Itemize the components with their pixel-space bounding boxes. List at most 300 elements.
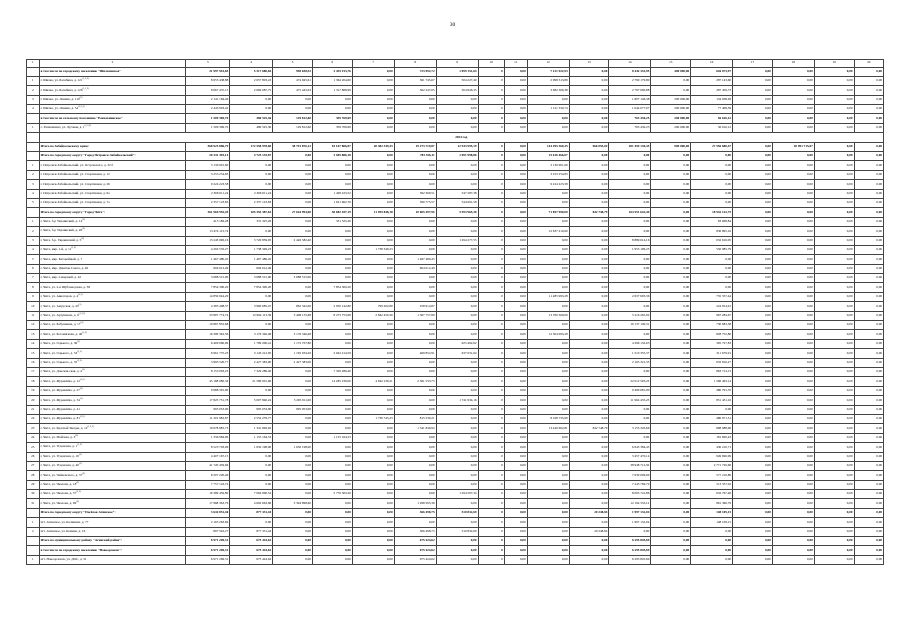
amount-cell xyxy=(527,527,569,536)
amount-cell xyxy=(814,208,854,217)
cell-text: 0,00 xyxy=(876,406,882,411)
cell-text: г. Чита, ул. Чкалова, д. 69 xyxy=(40,500,77,505)
amount-cell xyxy=(504,189,527,198)
cell-text: 513 357,02 xyxy=(716,482,732,487)
cell-text: 0,00 xyxy=(470,369,477,374)
cell-text: 0 xyxy=(501,115,503,120)
cell-text: 0,00 xyxy=(470,125,477,130)
cell-text: 0,00 xyxy=(428,406,435,411)
amount-cell xyxy=(527,555,569,564)
cell-text: 0,00 xyxy=(601,68,608,73)
cell-text: 0,00 xyxy=(725,406,732,411)
amount-cell xyxy=(352,86,394,95)
amount-cell xyxy=(186,330,230,339)
footnote-mark: (2) xyxy=(79,96,83,100)
amount-cell xyxy=(733,424,773,433)
amount-cell xyxy=(436,321,478,330)
cell-text: 0,00 xyxy=(806,313,813,318)
cell-text: 18 xyxy=(31,378,35,383)
cell-text: 0,00 xyxy=(561,397,568,402)
amount-cell xyxy=(691,339,733,348)
table-row xyxy=(27,264,884,273)
cell-text: 0,00 xyxy=(876,313,882,318)
amount-cell xyxy=(273,443,313,452)
cell-text: г. Чита, ул. Журавлёва, д. 12 xyxy=(40,378,80,383)
cell-text: 0,00 xyxy=(519,256,526,261)
amount-cell xyxy=(436,377,478,386)
amount-cell xyxy=(733,255,773,264)
amount-cell xyxy=(230,452,273,461)
cell-text: 0,00 xyxy=(876,275,882,280)
amount-cell xyxy=(352,414,394,423)
amount-cell xyxy=(230,170,273,179)
amount-cell xyxy=(569,198,609,207)
amount-cell xyxy=(814,236,854,245)
amount-cell xyxy=(609,86,651,95)
cell-text: 0,00 xyxy=(806,190,813,195)
amount-cell xyxy=(527,217,569,226)
amount-cell xyxy=(273,217,313,226)
cell-text: 0,00 xyxy=(561,115,568,120)
cell-text: 0,00 xyxy=(876,510,882,515)
cell-text: 0,00 xyxy=(806,435,813,440)
amount-cell xyxy=(527,95,569,104)
amount-cell xyxy=(772,217,814,226)
amount-cell xyxy=(504,527,527,536)
cell-text: 0,00 xyxy=(519,369,526,374)
cell-text: 0,00 xyxy=(806,547,813,552)
amount-cell xyxy=(273,555,313,564)
address-cell xyxy=(39,264,186,273)
subtotal-row xyxy=(27,67,884,76)
amount-cell xyxy=(691,245,733,254)
cell-text: 0,00 xyxy=(683,275,690,280)
amount-cell xyxy=(772,311,814,320)
cell-text: 0,00 xyxy=(561,341,568,346)
cell-text: 0,00 xyxy=(470,444,477,449)
cell-text: 0,00 xyxy=(806,388,813,393)
cell-text: 0,00 xyxy=(305,172,311,177)
cell-text: 4 292 535,27 xyxy=(210,247,229,252)
cell-text: 0,00 xyxy=(806,557,813,562)
address-cell xyxy=(39,245,186,254)
amount-cell xyxy=(569,245,609,254)
cell-text: 990 638,52 xyxy=(296,68,311,73)
row-number xyxy=(27,217,40,226)
cell-text: 2 637 693,36 xyxy=(632,294,650,299)
amount-cell xyxy=(772,377,814,386)
amount-cell xyxy=(352,67,394,76)
cell-text: 0,00 xyxy=(725,172,732,177)
row-number xyxy=(27,227,40,236)
amount-cell xyxy=(352,311,394,320)
amount-cell xyxy=(186,86,230,95)
cell-text: 949 696,99 xyxy=(716,453,732,458)
cell-text: 8 207 220,46 xyxy=(210,472,229,477)
amount-cell xyxy=(691,236,733,245)
cell-text: 0,00 xyxy=(876,256,882,261)
amount-cell xyxy=(772,546,814,555)
amount-cell xyxy=(504,170,527,179)
amount-cell xyxy=(814,227,854,236)
cell-text: 7 329 286,40 xyxy=(253,369,272,374)
cell-text: 0,00 xyxy=(386,106,393,111)
amount-cell xyxy=(394,518,436,527)
cell-text: 0,00 xyxy=(428,97,435,102)
amount-cell xyxy=(651,396,691,405)
cell-text: 0,00 xyxy=(601,115,608,120)
amount-cell xyxy=(394,274,436,283)
amount-cell xyxy=(352,217,394,226)
cell-text: 0,00 xyxy=(561,472,568,477)
amount-cell xyxy=(854,424,883,433)
cell-text: 1 099 151,64 xyxy=(459,68,477,73)
amount-cell xyxy=(230,245,273,254)
amount-cell xyxy=(394,236,436,245)
cell-text: 6 295 845,69 xyxy=(632,538,650,543)
cell-text: 0,00 xyxy=(846,209,853,214)
cell-text: 0,00 xyxy=(305,322,311,327)
amount-cell xyxy=(478,236,504,245)
cell-text: 0,00 xyxy=(470,256,477,261)
amount-cell xyxy=(569,236,609,245)
cell-text: 0,00 xyxy=(683,266,690,271)
amount-cell xyxy=(352,424,394,433)
cell-text: 0,00 xyxy=(470,519,477,524)
amount-cell xyxy=(273,114,313,123)
table-row xyxy=(27,227,884,236)
amount-cell xyxy=(854,405,883,414)
cell-text: 0,00 xyxy=(846,416,853,421)
cell-text: 0 xyxy=(501,538,503,543)
amount-cell xyxy=(733,76,773,85)
amount-cell xyxy=(478,358,504,367)
cell-text: 0,00 xyxy=(519,266,526,271)
cell-text: 0,00 xyxy=(765,416,771,421)
amount-cell xyxy=(352,255,394,264)
cell-text: 0,00 xyxy=(876,444,882,449)
amount-cell xyxy=(609,537,651,546)
amount-cell xyxy=(504,433,527,442)
amount-cell xyxy=(394,433,436,442)
amount-cell xyxy=(651,208,691,217)
cell-text: 863 714,13 xyxy=(716,369,732,374)
cell-text: 0,00 xyxy=(561,125,568,130)
cell-text: 0,00 xyxy=(601,388,608,393)
row-number xyxy=(27,114,40,123)
cell-text: 1 341 849,92 xyxy=(417,425,435,430)
cell-text: 0,00 xyxy=(806,397,813,402)
cell-text: 8 168 735,60 xyxy=(550,416,568,421)
cell-text: 11 201 982,87 xyxy=(209,416,229,421)
cell-text: 0,00 xyxy=(519,378,526,383)
amount-cell xyxy=(230,339,273,348)
cell-text: 0,00 xyxy=(683,303,690,308)
row-number xyxy=(27,349,40,358)
cell-text: 1 738 349,23 xyxy=(253,247,272,252)
amount-cell xyxy=(569,292,609,301)
cell-text: 0,00 xyxy=(643,219,650,224)
cell-text: 0,00 xyxy=(643,153,650,158)
cell-text: 14 859 044,20 xyxy=(209,294,229,299)
amount-cell xyxy=(772,490,814,499)
column-number: 19 xyxy=(814,60,854,68)
amount-cell xyxy=(504,142,527,151)
column-number: 2 xyxy=(39,60,186,68)
cell-text: 0,00 xyxy=(305,181,311,186)
amount-cell xyxy=(504,217,527,226)
amount-cell xyxy=(691,490,733,499)
amount-cell xyxy=(312,123,352,132)
cell-text: 0,00 xyxy=(683,397,690,402)
cell-text: 0,00 xyxy=(806,125,813,130)
address-cell xyxy=(39,424,186,433)
amount-cell xyxy=(651,311,691,320)
amount-cell xyxy=(569,161,609,170)
amount-cell xyxy=(691,527,733,536)
cell-text: 0,00 xyxy=(876,369,882,374)
amount-cell xyxy=(186,443,230,452)
cell-text: 0,00 xyxy=(846,284,853,289)
column-number-row xyxy=(27,60,884,68)
cell-text: 392 369,51 xyxy=(419,190,435,195)
cell-text: 0,00 xyxy=(806,416,813,421)
amount-cell xyxy=(436,311,478,320)
cell-text: 21 997 943,65 xyxy=(209,68,229,73)
cell-text: 0,00 xyxy=(846,435,853,440)
row-number xyxy=(27,555,40,564)
footnote-mark: (1) xyxy=(77,340,80,344)
amount-cell xyxy=(436,180,478,189)
amount-cell xyxy=(478,424,504,433)
row-number xyxy=(27,95,40,104)
amount-cell xyxy=(691,311,733,320)
amount-cell xyxy=(186,518,230,527)
column-number: 20 xyxy=(854,60,883,68)
cell-text: 3 993 520,77 xyxy=(210,360,229,364)
amount-cell xyxy=(527,405,569,414)
cell-text: 0,00 xyxy=(846,303,853,308)
cell-text: 0,00 xyxy=(519,275,526,280)
amount-cell xyxy=(569,123,609,132)
amount-cell xyxy=(230,264,273,273)
cell-text: 11 959 848,18 xyxy=(373,209,393,214)
amount-cell xyxy=(814,321,854,330)
cell-text: 0,00 xyxy=(386,97,393,102)
cell-text: 1 467 480,45 xyxy=(253,256,272,261)
amount-cell xyxy=(478,433,504,442)
amount-cell xyxy=(733,170,773,179)
amount-cell xyxy=(436,499,478,508)
cell-text: 0,00 xyxy=(643,303,650,308)
cell-text: 842 748,79 xyxy=(592,425,608,430)
amount-cell xyxy=(527,396,569,405)
footnote-mark: (1) xyxy=(79,396,83,400)
cell-text: 0,00 xyxy=(386,294,393,299)
cell-text: 1 xyxy=(31,557,34,562)
amount-cell xyxy=(651,95,691,104)
amount-cell xyxy=(230,67,273,76)
amount-cell xyxy=(312,480,352,489)
amount-cell xyxy=(691,208,733,217)
amount-cell xyxy=(814,443,854,452)
cell-text: 2 366 011,24 xyxy=(211,190,229,195)
amount-cell xyxy=(854,255,883,264)
cell-text: 675 424,62 xyxy=(419,538,435,543)
amount-cell xyxy=(651,67,691,76)
amount-cell xyxy=(186,321,230,330)
amount-cell xyxy=(651,264,691,273)
amount-cell xyxy=(651,189,691,198)
amount-cell xyxy=(230,527,273,536)
cell-text: 0,00 xyxy=(428,172,435,177)
amount-cell xyxy=(569,217,609,226)
row-number xyxy=(27,105,40,114)
amount-cell xyxy=(394,245,436,254)
amount-cell xyxy=(569,396,609,405)
cell-text: г. Чита, ул. Горького, д. 36 xyxy=(40,341,78,346)
year-heading-row xyxy=(27,133,884,142)
amount-cell xyxy=(527,386,569,395)
row-number xyxy=(27,152,40,161)
amount-cell xyxy=(273,95,313,104)
table-row xyxy=(27,377,884,386)
cell-text: 0,00 xyxy=(601,360,608,364)
cell-text: 0,00 xyxy=(305,106,311,111)
cell-text: 0,00 xyxy=(386,360,393,364)
cell-text: 0,00 xyxy=(601,369,608,374)
amount-cell xyxy=(733,339,773,348)
address-cell xyxy=(39,358,186,367)
amount-cell xyxy=(478,480,504,489)
cell-text: 2 435 913,76 xyxy=(333,68,351,73)
cell-text: 201 459 130,45 xyxy=(628,144,650,149)
amount-cell xyxy=(230,490,273,499)
amount-cell xyxy=(186,311,230,320)
amount-cell xyxy=(527,302,569,311)
amount-cell xyxy=(527,170,569,179)
amount-cell xyxy=(273,208,313,217)
cell-text: 0,00 xyxy=(806,453,813,458)
amount-cell xyxy=(186,67,230,76)
cell-text: 0,00 xyxy=(806,360,813,364)
cell-text: 0,00 xyxy=(846,425,853,430)
amount-cell xyxy=(436,292,478,301)
amount-cell xyxy=(609,302,651,311)
cell-text: 0,00 xyxy=(305,162,311,167)
cell-text: 0,00 xyxy=(683,388,690,393)
amount-cell xyxy=(352,433,394,442)
cell-text: 0,00 xyxy=(470,406,477,411)
amount-cell xyxy=(651,452,691,461)
cell-text: 0 xyxy=(501,529,503,534)
amount-cell xyxy=(691,518,733,527)
cell-text: 5 xyxy=(31,256,34,261)
cell-text: 7 243 766,70 xyxy=(632,482,650,487)
amount-cell xyxy=(478,95,504,104)
amount-cell xyxy=(854,527,883,536)
cell-text: 862 342,00 xyxy=(296,303,311,308)
cell-text: 0,00 xyxy=(561,435,568,440)
amount-cell xyxy=(312,264,352,273)
cell-text: 0,00 xyxy=(683,331,690,336)
cell-text: 0,00 xyxy=(470,162,477,167)
amount-cell xyxy=(733,546,773,555)
amount-cell xyxy=(186,433,230,442)
cell-text: 0,00 xyxy=(345,397,351,402)
address-cell xyxy=(39,527,186,536)
cell-text: 0,00 xyxy=(601,331,608,336)
footnote-mark: (1,2,3) xyxy=(82,77,89,81)
cell-text: 0,00 xyxy=(386,463,393,468)
cell-text: 0,00 xyxy=(806,284,813,289)
cell-text: 0,00 xyxy=(561,388,568,393)
cell-text: 0,00 xyxy=(643,181,650,186)
cell-text: 0,00 xyxy=(345,228,351,233)
cell-text: 0,00 xyxy=(601,97,608,102)
amount-cell xyxy=(352,396,394,405)
amount-cell xyxy=(352,245,394,254)
cell-text: 0,00 xyxy=(305,472,311,477)
amount-cell xyxy=(814,396,854,405)
amount-cell xyxy=(230,255,273,264)
cell-text: 0,00 xyxy=(386,500,393,505)
row-number xyxy=(27,414,40,423)
cell-text: 577 210,86 xyxy=(716,472,732,477)
amount-cell xyxy=(352,198,394,207)
cell-text: 1 364 204,66 xyxy=(333,78,351,83)
amount-cell xyxy=(436,555,478,564)
cell-text: 0,00 xyxy=(806,200,813,205)
cell-text: 0,00 xyxy=(345,256,351,261)
amount-cell xyxy=(273,170,313,179)
cell-text: 8 273 753,68 xyxy=(333,313,351,318)
cell-text: 0,00 xyxy=(846,313,853,318)
amount-cell xyxy=(854,105,883,114)
cell-text: 0,00 xyxy=(806,322,813,327)
cell-text: 0,00 xyxy=(428,360,435,364)
amount-cell xyxy=(273,67,313,76)
column-number: 8 xyxy=(394,60,436,68)
amount-cell xyxy=(186,424,230,433)
amount-cell xyxy=(312,274,352,283)
cell-text: 0,00 xyxy=(846,256,853,261)
amount-cell xyxy=(352,152,394,161)
cell-text: 20 382 349,43 xyxy=(373,144,393,149)
subtotal-label xyxy=(39,546,186,555)
cell-text: г. Чита, ул. Угданская, д. 40 xyxy=(40,463,79,468)
amount-cell xyxy=(352,105,394,114)
cell-text: 0,00 xyxy=(643,331,650,336)
amount-cell xyxy=(651,217,691,226)
cell-text: 0,00 xyxy=(683,350,690,355)
cell-text: 0,00 xyxy=(806,472,813,477)
amount-cell xyxy=(230,217,273,226)
amount-cell xyxy=(394,414,436,423)
cell-text: 1 xyxy=(31,162,34,167)
cell-text: 0,00 xyxy=(601,453,608,458)
cell-text: 0,00 xyxy=(846,200,853,205)
cell-text: 0,00 xyxy=(683,237,690,242)
cell-text: 0,00 xyxy=(561,519,568,524)
amount-cell xyxy=(352,339,394,348)
amount-cell xyxy=(230,321,273,330)
cell-text: 0,00 xyxy=(561,360,568,364)
cell-text: 8 523 793,06 xyxy=(210,444,229,449)
cell-text: 0 xyxy=(501,472,503,477)
amount-cell xyxy=(772,499,814,508)
cell-text: 0,00 xyxy=(305,200,311,205)
